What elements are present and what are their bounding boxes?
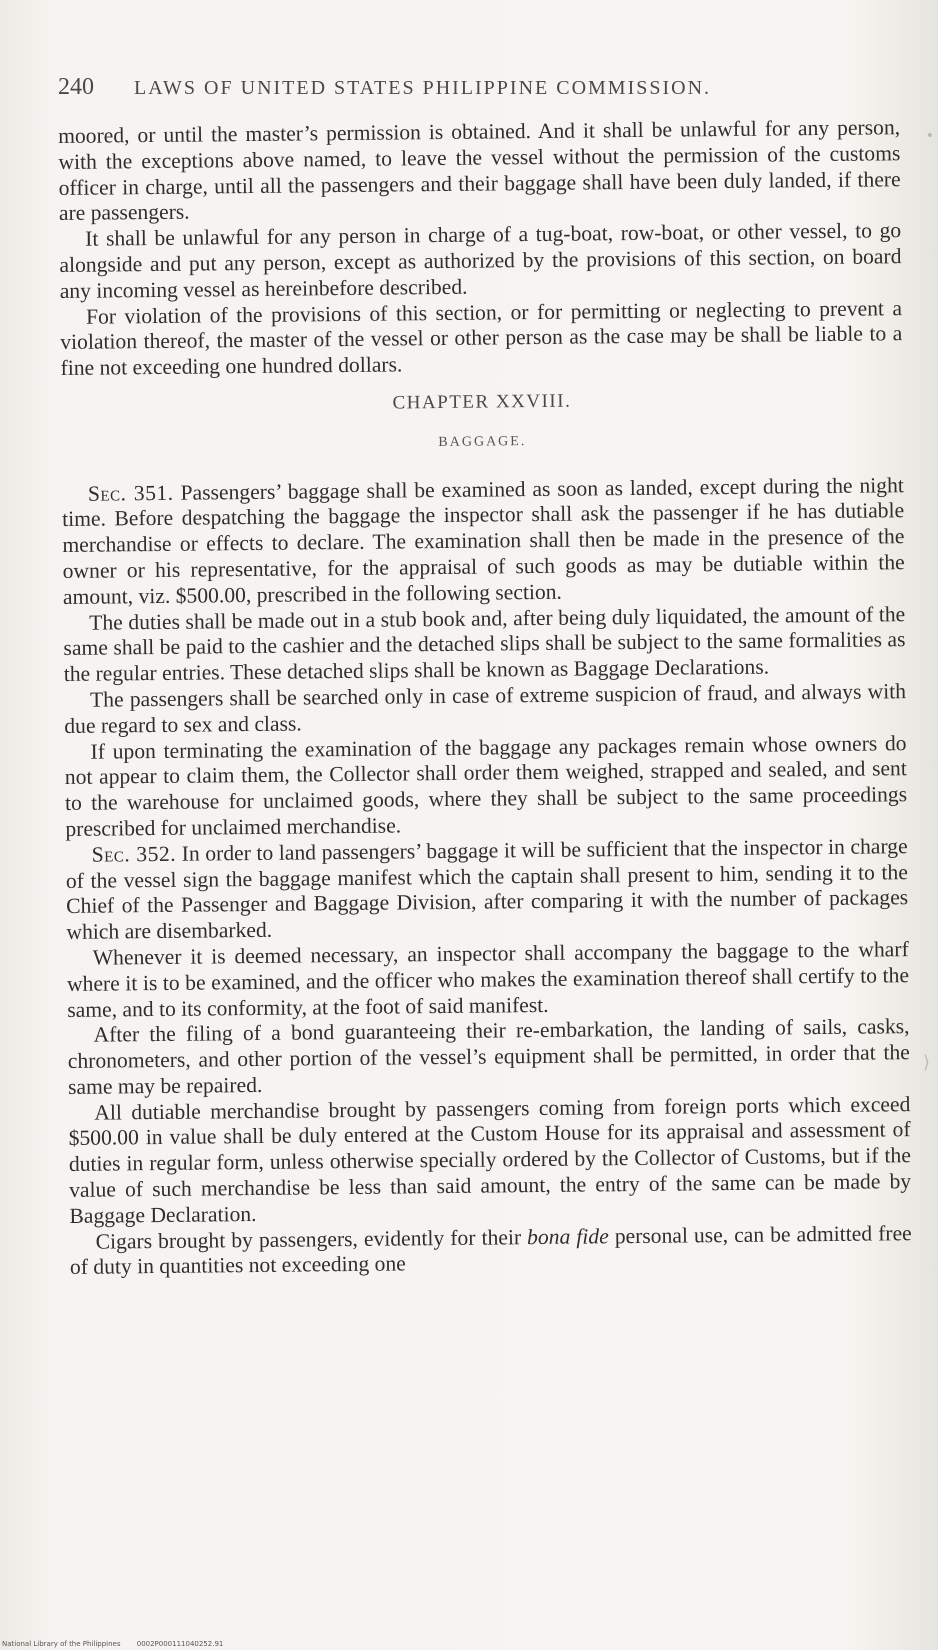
section-352-paragraph (66, 834, 909, 946)
footer-institution: National Library of the Philippines (2, 1640, 121, 1648)
section-label: Sec. 352. (91, 841, 177, 867)
body-paragraph: The passengers shall be searched only in case of extreme suspicion of fraud, and always with due regard to sex and class. (64, 679, 907, 738)
page-body (58, 115, 912, 1281)
margin-speck: ⟩ (922, 1052, 930, 1073)
body-paragraph: moored, or until the master’s permission is obtained. And it shall be unlawful for any person, with the exceptions above named, to leave the vessel without the permission of the customs officer in charge, until all the passengers and their baggage shall have been duly landed, if there are passengers. (58, 115, 901, 226)
margin-speck: • (925, 128, 934, 144)
section-text: In order to land passengers’ baggage it will be sufficient that the inspector in charge of the vessel sign the baggage manifest which the captain shall present to him, sending it to the Chief of the Passenger and Baggage Division, after comparing it with the number of packages which are disembarked. (65, 833, 909, 945)
chapter-heading: CHAPTER XXVIII. (392, 390, 572, 414)
body-paragraph: All dutiable merchandise brought by passengers coming from foreign ports which exceed $500.00 in value shall be duly entered at the Custom House for its appraisal and assessment of duties in regular form, unless otherwise specially ordered by the Collector of Customs, but if the value of such merchandise be less than said amount, the entry of the same can be made by Baggage Declaration. (68, 1091, 912, 1228)
running-title: LAWS OF UNITED STATES PHILIPPINE COMMISSION. (134, 77, 712, 99)
body-paragraph: For violation of the provisions of this section, or for permitting or neglecting to prevent a violation thereof, the master of the vessel or other person as the case may be shall be liable to a fine not exceeding one hundred dollars. (60, 295, 903, 381)
scan-footer (2, 1640, 237, 1648)
body-paragraph: If upon terminating the examination of the baggage any packages remain whose owners do not appear to claim them, the Collector shall order them weighed, strapped and sealed, and sent to the warehouse for unclaimed goods, where they shall be subject to the same proceedings prescribed for unclaimed merchandise. (64, 730, 908, 841)
section-label: Sec. 351. (87, 480, 174, 506)
body-paragraph-last (70, 1221, 912, 1281)
body-paragraph: The duties shall be made out in a stub book and, after being duly liquidated, the amount of the same shall be paid to the cashier and the detached slips shall be subject to the same formalities as the regular entries. These detached slips shall be known as Baggage Declarations. (63, 601, 906, 687)
text-run: personal use, can be admitted free of duty in quantities not exceeding one (69, 1220, 912, 1280)
running-header (58, 74, 898, 101)
body-paragraph: Whenever it is deemed necessary, an inspector shall accompany the baggage to the wharf where it is to be examined, and the officer who makes the examination thereof shall certify to the same, and to its conformity, at the foot of said manifest. (66, 937, 910, 1022)
body-paragraph: It shall be unlawful for any person in charge of a tug-boat, row-boat, or other vessel, to go alongside and put any person, except as authorized by the provisions of this section, on board any incoming vessel as hereinbefore described. (59, 218, 902, 303)
italic-phrase: bona fide (526, 1223, 609, 1249)
chapter-subject: BAGGAGE. (438, 433, 527, 450)
section-text: Passengers’ baggage shall be examined as soon as landed, except during the night time. Before despatching the baggage the inspector shall ask the passenger if he has dutiable merchandise or effects to declare. The examination shall then be made in the presence of the owner or his representative, for the appraisal of such goods as may be dutiable within the amount, viz. $500.00, prescribed in the following section. (62, 472, 905, 609)
text-run: Cigars brought by passengers, evidently for their (95, 1224, 528, 1254)
section-351-paragraph (62, 473, 905, 611)
page-number: 240 (58, 74, 94, 100)
body-paragraph: After the filing of a bond guaranteeing their re-embarkation, the landing of sails, casks, chronometers, and other portion of the vessel’s equipment shall be permitted, in order that the same may be repaired. (67, 1014, 910, 1099)
footer-identifier: 0002P000111040252.91 (136, 1640, 224, 1648)
